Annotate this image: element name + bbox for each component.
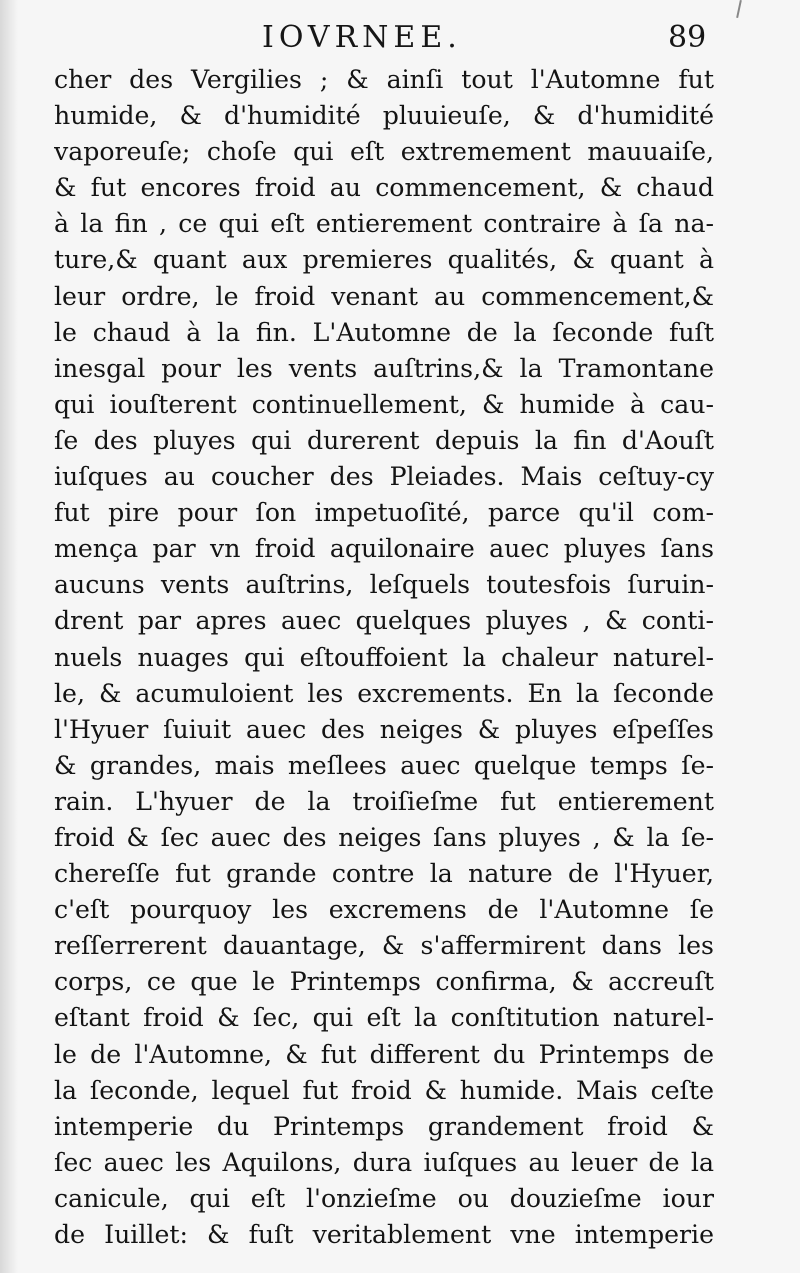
text-line: corps, ce que le Printemps confirma, & accreuſt xyxy=(54,967,714,997)
text-line: drent par apres auec quelques pluyes , & conti- xyxy=(54,606,714,636)
text-line: vaporeuſe; choſe qui eſt extremement mauuaiſe, xyxy=(54,137,714,167)
page-number: 89 xyxy=(668,20,707,55)
text-line: le, & acumuloient les excrements. En la ſeconde xyxy=(54,678,714,708)
text-line: inesgal pour les vents auſtrins,& la Tramontane xyxy=(54,353,714,383)
text-line: & grandes, mais meſlees auec quelque temps ſe- xyxy=(54,750,714,780)
text-line: humide, & d'humidité pluuieuſe, & d'humidité xyxy=(54,101,714,131)
text-line: leur ordre, le froid venant au commencement,& xyxy=(54,281,714,311)
text-line: le de l'Automne, & fut different du Printemps de xyxy=(54,1039,714,1069)
text-line: de Iuillet: & fuſt veritablement vne intemperie xyxy=(54,1220,714,1249)
text-line: ture,& quant aux premieres qualités, & quant à xyxy=(54,245,714,275)
text-line: rain. L'hyuer de la troiſieſme fut entierement xyxy=(54,786,714,816)
text-line: nuels nuages qui eſtouffoient la chaleur naturel- xyxy=(54,642,714,672)
text-line: reſſerrerent dauantage, & s'affermirent dans les xyxy=(54,931,714,961)
text-line: aucuns vents auſtrins, leſquels toutesfois ſuruin- xyxy=(54,570,714,600)
text-line: fut pire pour ſon impetuoſité, parce qu'il com- xyxy=(54,498,714,528)
text-line: cher des Vergilies ; & ainſi tout l'Automne fut xyxy=(54,65,714,94)
text-line: à la fin , ce qui eſt entierement contraire à ſa na- xyxy=(54,209,714,239)
text-line: l'Hyuer ſuiuit auec des neiges & pluyes eſpeſſes xyxy=(54,714,714,744)
gutter-shadow xyxy=(0,0,18,1273)
text-line: & fut encores froid au commencement, & chaud xyxy=(54,173,714,203)
text-line: qui iouſterent continuellement, & humide à cau- xyxy=(54,389,714,419)
text-line: mença par vn froid aquilonaire auec pluyes ſans xyxy=(54,534,714,564)
text-line: intemperie du Printemps grandement froid & xyxy=(54,1111,714,1141)
text-line: chereſſe fut grande contre la nature de l'Hyuer, xyxy=(54,859,714,889)
text-line: eſtant froid & ſec, qui eſt la conſtitution naturel- xyxy=(54,1003,714,1033)
text-line: ſec auec les Aquilons, dura iuſques au leuer de la xyxy=(54,1147,714,1177)
text-line: canicule, qui eſt l'onzieſme ou douzieſme iour xyxy=(54,1183,714,1213)
running-head: IOVRNEE. xyxy=(262,20,462,55)
text-line: c'eſt pourquoy les excremens de l'Automne ſe xyxy=(54,895,714,925)
text-line: iuſques au coucher des Pleiades. Mais ceſtuy-cy xyxy=(54,462,714,492)
text-line: froid & ſec auec des neiges ſans pluyes , & la ſe- xyxy=(54,822,714,852)
text-line: le chaud à la fin. L'Automne de la ſeconde fuſt xyxy=(54,317,714,347)
page-header xyxy=(0,14,800,62)
text-line: ſe des pluyes qui durerent depuis la fin d'Aouſt xyxy=(54,425,714,455)
text-line: la ſeconde, lequel fut froid & humide. Mais ceſte xyxy=(54,1075,714,1105)
body-text xyxy=(54,62,726,1253)
